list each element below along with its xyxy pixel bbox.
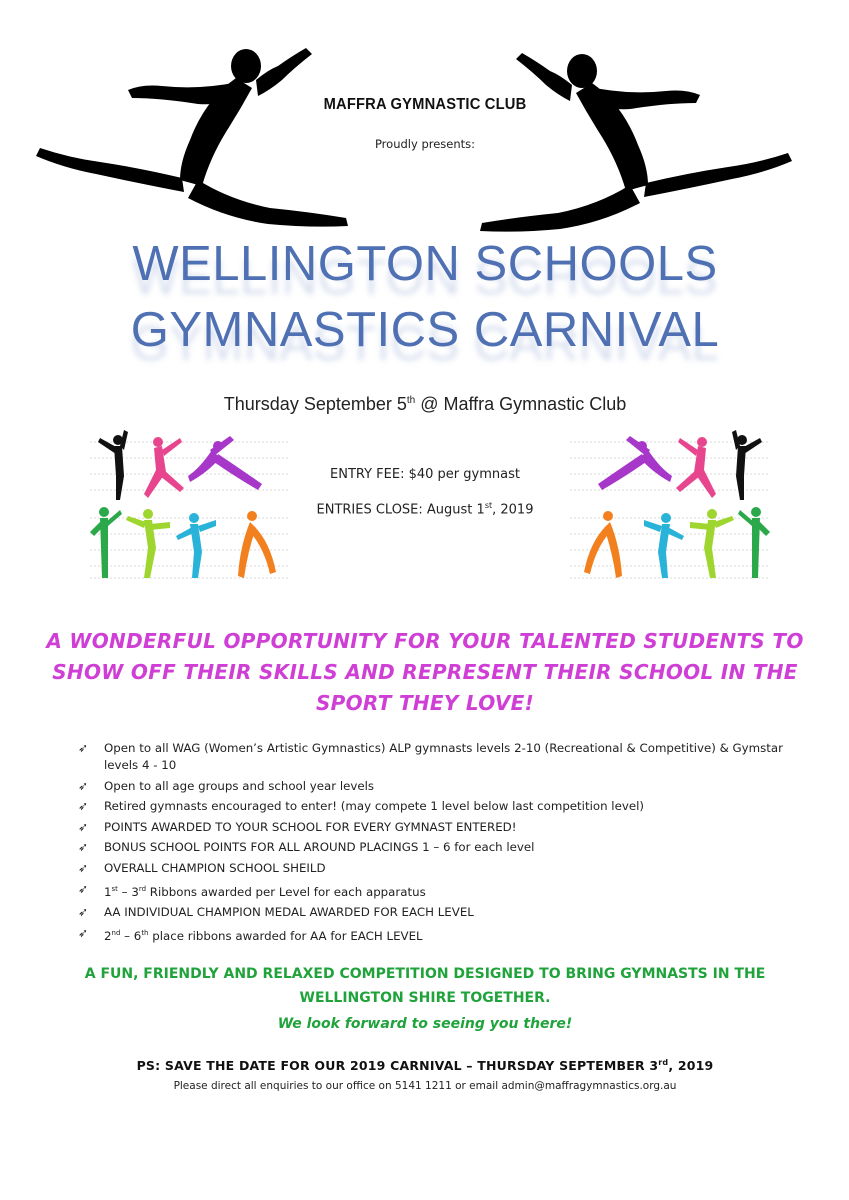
list-item: ➶ AA INDIVIDUAL CHAMPION MEDAL AWARDED FOR EACH LEVEL [78, 905, 474, 920]
event-title-line2: GYMNASTICS CARNIVAL [130, 303, 720, 357]
list-item: ➶ 2nd – 6th place ribbons awarded for AA for EACH LEVEL [78, 925, 423, 943]
closing-line2: WELLINGTON SHIRE TOGETHER. [299, 990, 551, 1006]
entry-fee: ENTRY FEE: $40 per gymnast [330, 467, 520, 482]
list-item: ➶ POINTS AWARDED TO YOUR SCHOOL FOR EVERY GYMNAST ENTERED! [78, 819, 517, 834]
event-date-venue [120, 394, 730, 415]
list-item: ➶ Open to all age groups and school year levels [78, 778, 375, 793]
venue-text: @ Maffra Gymnastic Club [415, 394, 627, 414]
list-item: ➶ Open to all WAG (Women’s Artistic Gymnastics) ALP gymnasts levels 2-10 (Recreational & Competitive) & Gymstar levels 4 - 10 [78, 741, 783, 772]
event-title-line1: WELLINGTON SCHOOLS [132, 237, 718, 291]
entries-close-text: ENTRIES CLOSE: August 1 [316, 502, 485, 518]
entries-close-suffix: st [484, 501, 493, 510]
bullet-arrow-icon: ➶ [78, 881, 89, 896]
promo-headline: A WONDERFUL OPPORTUNITY FOR YOUR TALENTED STUDENTS TO SHOW OFF THEIR SKILLS AND REPRESENT THEIR SCHOOL IN THE SPORT THEY LOVE! [46, 629, 804, 715]
colorful-gymnasts-right [570, 428, 770, 583]
gymnast-leap-silhouette-left [30, 40, 360, 230]
save-the-date: PS: SAVE THE DATE FOR OUR 2019 CARNIVAL – THURSDAY SEPTEMBER 3rd, 2019 [136, 1058, 714, 1074]
bullet-arrow-icon: ➶ [78, 860, 89, 875]
colorful-gymnasts-left [90, 428, 290, 583]
bullet-arrow-icon: ➶ [78, 840, 89, 855]
bullet-arrow-icon: ➶ [78, 925, 89, 940]
closing-line3: We look forward to seeing you there! [277, 1016, 573, 1032]
closing-line1: A FUN, FRIENDLY AND RELAXED COMPETITION DESIGNED TO BRING GYMNASTS IN THE [84, 966, 766, 982]
bullet-arrow-icon: ➶ [78, 741, 89, 755]
list-item: ➶ Retired gymnasts encouraged to enter! (may compete 1 level below last competition level) [78, 799, 644, 814]
bullet-arrow-icon: ➶ [78, 819, 89, 834]
contact-info: Please direct all enquiries to our office on 5141 1211 or email admin@maffragymnastics.org.au [173, 1080, 677, 1092]
feature-list [78, 740, 798, 948]
list-item: ➶ OVERALL CHAMPION SCHOOL SHEILD [78, 860, 326, 875]
entries-close [300, 501, 550, 517]
presents-text: Proudly presents: [374, 137, 476, 151]
date-text: Thursday September 5 [223, 394, 407, 414]
list-item: ➶ 1st – 3rd Ribbons awarded per Level for each apparatus [78, 881, 426, 899]
date-suffix: th [406, 395, 416, 406]
bullet-arrow-icon: ➶ [78, 905, 89, 920]
bullet-arrow-icon: ➶ [78, 799, 89, 814]
entries-close-year: , 2019 [492, 502, 534, 518]
club-name: MAFFRA GYMNASTIC CLUB [323, 96, 527, 113]
bullet-arrow-icon: ➶ [78, 778, 89, 793]
list-item: ➶ BONUS SCHOOL POINTS FOR ALL AROUND PLACINGS 1 – 6 for each level [78, 840, 535, 855]
